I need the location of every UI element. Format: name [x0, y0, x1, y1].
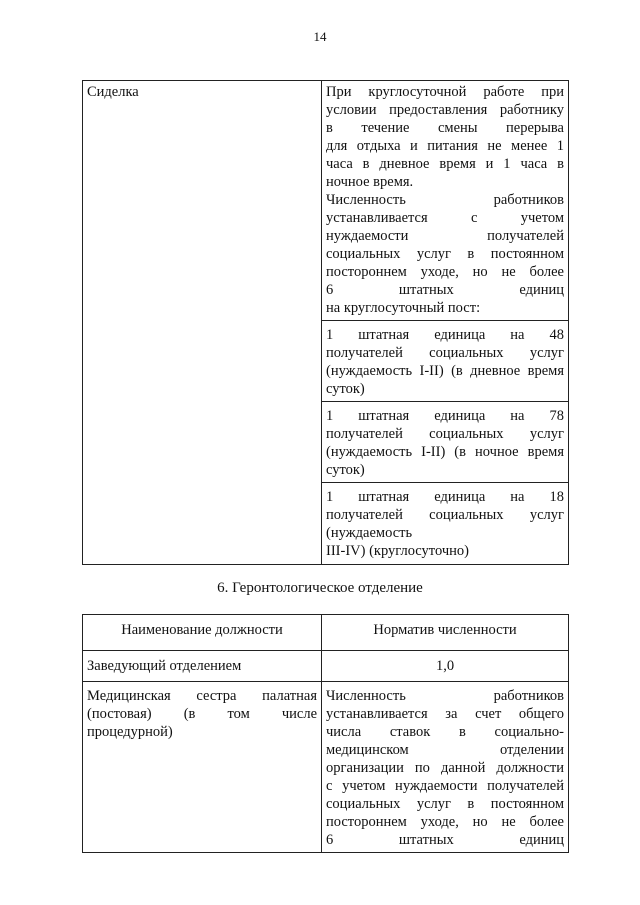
- norm-cell: [322, 483, 569, 565]
- norm-line: (нуждаемость I-II) (в ночное время: [326, 444, 564, 460]
- norm-line: суток): [326, 381, 365, 397]
- norm-line: нуждаемости получателей: [326, 228, 564, 244]
- staffing-table-bottom: [82, 614, 569, 853]
- norm-line: Численность работников: [326, 192, 564, 208]
- column-header-norm: Норматив численности: [322, 615, 569, 651]
- position-name: Заведующий отделением: [87, 658, 242, 674]
- norm-line: 6 штатных единиц: [326, 282, 564, 298]
- position-line: (постовая) (в том числе: [87, 706, 317, 722]
- table-header-row: [83, 615, 569, 651]
- table-row: [83, 81, 569, 321]
- column-header-position: Наименование должности: [83, 615, 322, 651]
- norm-line: 6 штатных единиц: [326, 832, 564, 848]
- position-cell: [83, 651, 322, 682]
- norm-line: медицинском отделении: [326, 742, 564, 758]
- norm-line: Численность работников: [326, 688, 564, 704]
- section-title: 6. Геронтологическое отделение: [217, 580, 423, 596]
- position-cell: [83, 682, 322, 853]
- norm-cell: [322, 321, 569, 402]
- norm-line: устанавливается с учетом: [326, 210, 564, 226]
- norm-line: получателей социальных услуг: [326, 345, 564, 361]
- position-name: Сиделка: [87, 84, 139, 100]
- norm-line: часа в дневное время и 1 часа в: [326, 156, 564, 172]
- norm-line: 1 штатная единица на 18: [326, 489, 564, 505]
- norm-line: постороннем уходе, но не более: [326, 264, 564, 280]
- norm-value: 1,0: [435, 658, 455, 674]
- norm-line: 1 штатная единица на 48: [326, 327, 564, 343]
- norm-line: ночное время.: [326, 174, 414, 190]
- norm-line: (нуждаемость I-II) (в дневное время: [326, 363, 564, 379]
- page-number: 14: [313, 29, 327, 44]
- norm-line: (нуждаемость: [326, 525, 413, 541]
- norm-line: для отдыха и питания не менее 1: [326, 138, 564, 154]
- norm-line: При круглосуточной работе при: [326, 84, 564, 100]
- norm-line: суток): [326, 462, 365, 478]
- norm-line: организации по данной должности: [326, 760, 564, 776]
- staffing-table-top: [82, 80, 569, 565]
- norm-line: на круглосуточный пост:: [326, 300, 481, 316]
- table-row: [83, 651, 569, 682]
- norm-line: получателей социальных услуг: [326, 507, 564, 523]
- norm-line: в течение смены перерыва: [326, 120, 564, 136]
- norm-cell: [322, 81, 569, 321]
- norm-line: условии предоставления работнику: [326, 102, 564, 118]
- norm-line: устанавливается за счет общего: [326, 706, 564, 722]
- norm-line: постороннем уходе, но не более: [326, 814, 564, 830]
- table-row: [83, 682, 569, 853]
- norm-line: 1 штатная единица на 78: [326, 408, 564, 424]
- norm-line: с учетом нуждаемости получателей: [326, 778, 564, 794]
- norm-line: III-IV) (круглосуточно): [326, 543, 469, 559]
- norm-cell: [322, 651, 569, 682]
- norm-line: социальных услуг в постоянном: [326, 796, 564, 812]
- position-line: Медицинская сестра палатная: [87, 688, 317, 704]
- norm-line: числа ставок в социально-: [326, 724, 564, 740]
- position-line: процедурной): [87, 724, 173, 740]
- norm-line: социальных услуг в постоянном: [326, 246, 564, 262]
- norm-cell: [322, 402, 569, 483]
- position-cell: [83, 81, 322, 565]
- norm-cell: [322, 682, 569, 853]
- norm-line: получателей социальных услуг: [326, 426, 564, 442]
